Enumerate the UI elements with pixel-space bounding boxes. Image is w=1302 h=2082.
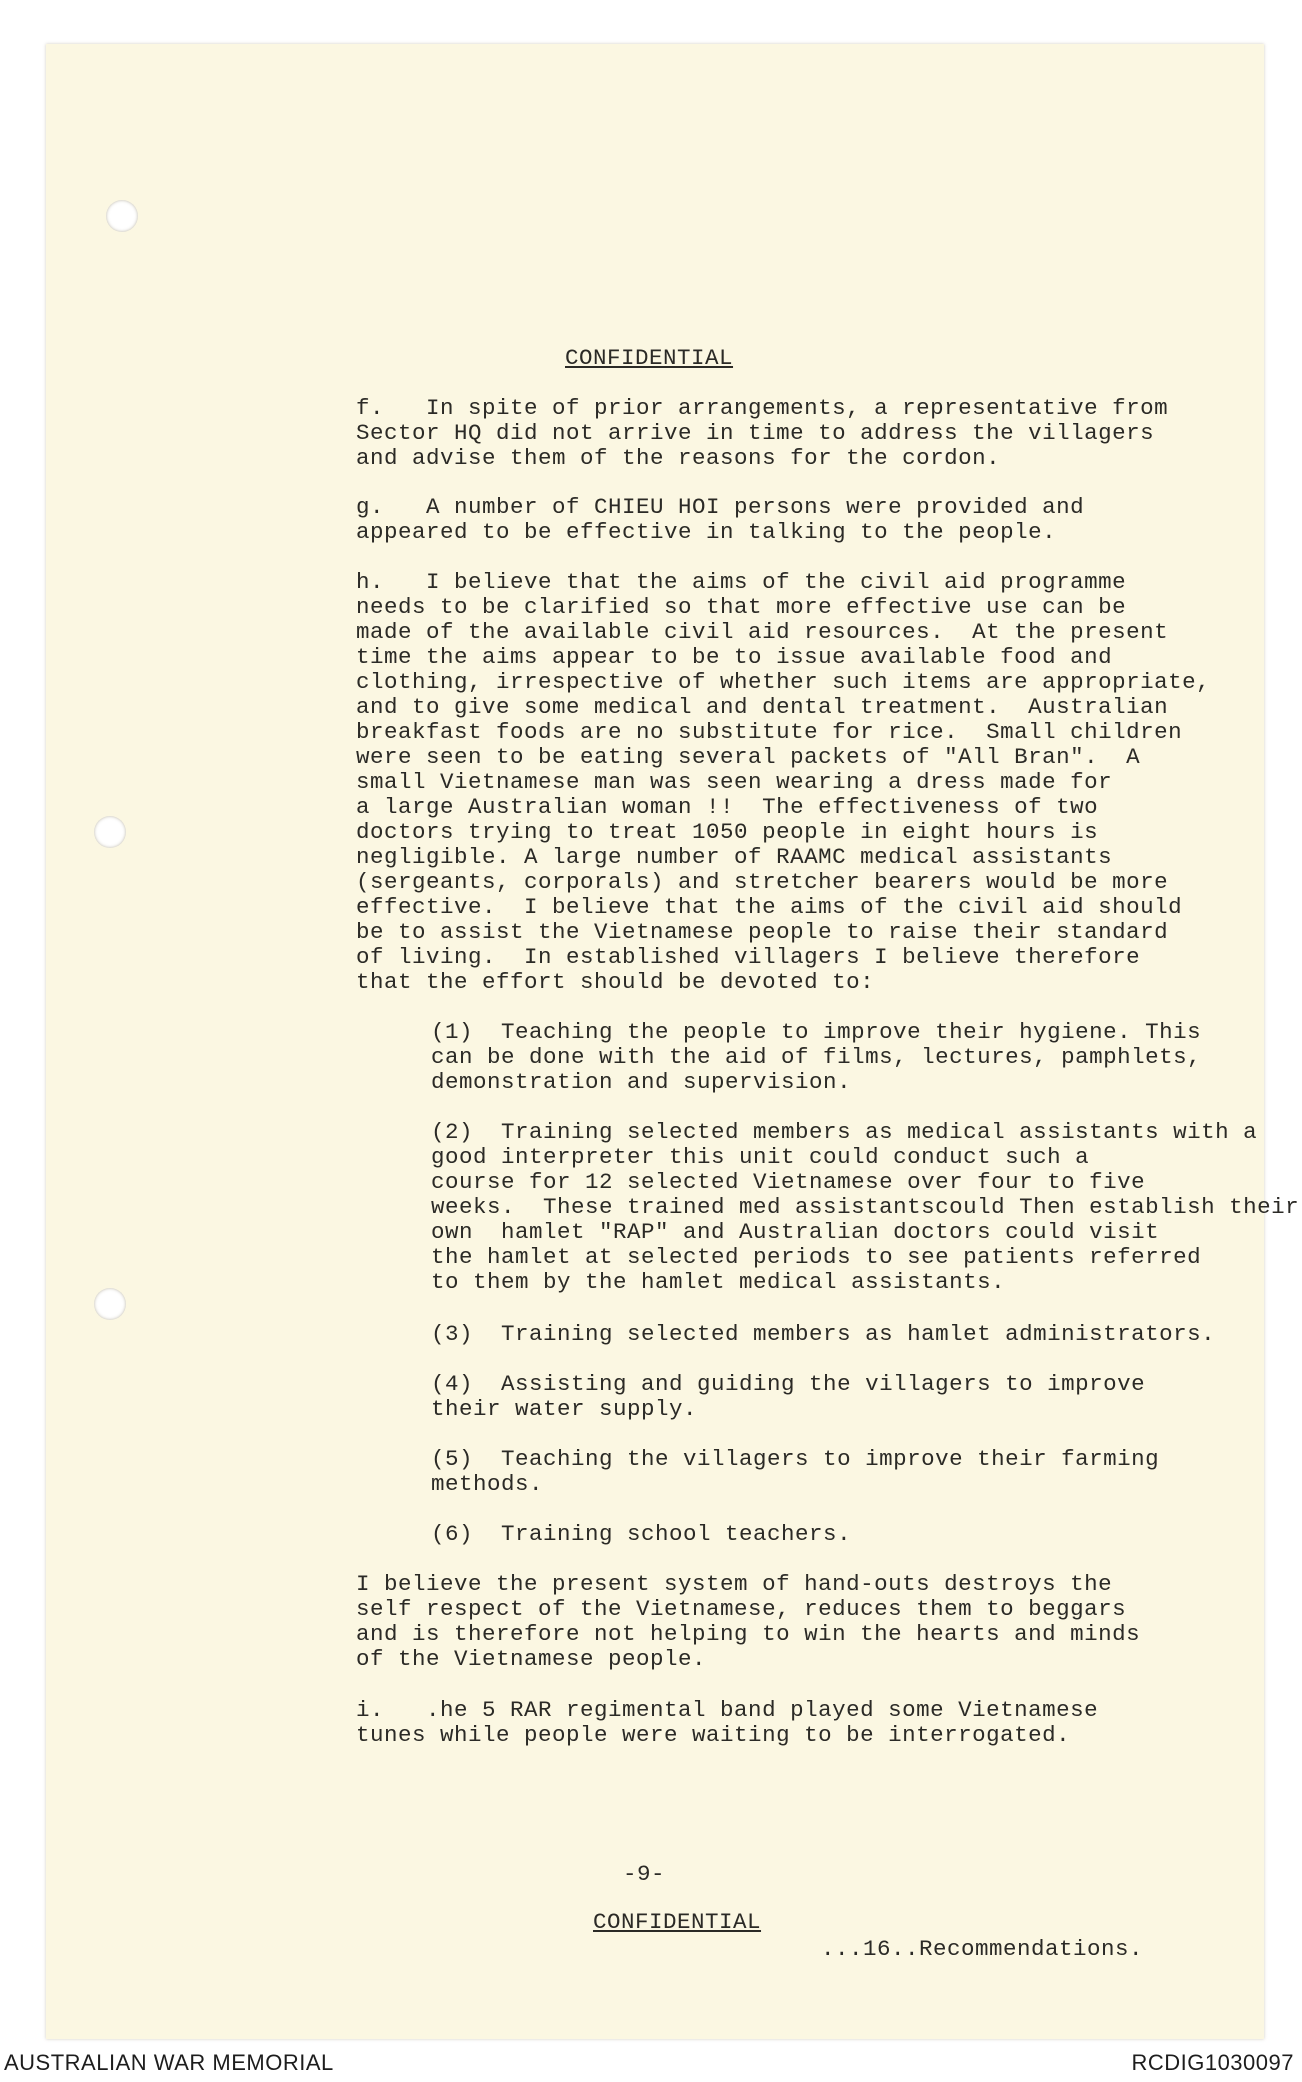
paragraph-g: g. A number of CHIEU HOI persons were provided and appeared to be effective in talking to the people.: [356, 494, 1085, 545]
paragraph-i: i. .he 5 RAR regimental band played some Vietnamese tunes while people were waiting to be interrogated.: [356, 1697, 1099, 1748]
archive-name: AUSTRALIAN WAR MEMORIAL: [4, 2050, 334, 2075]
list-item-4: (4) Assisting and guiding the villagers to improve their water supply.: [431, 1371, 1146, 1422]
classification-header: CONFIDENTIAL: [565, 345, 734, 371]
classification-footer: CONFIDENTIAL: [593, 1909, 762, 1935]
paragraph-h: h. I believe that the aims of the civil aid programme needs to be clarified so that more effective use can be made of the available civil aid resources. At the present time the aims appear to be to issue available food and clothing, irrespective of whether such items are appropriate, and to give some medical and dental treatment. Australian breakfast foods are no substitute for rice. Small children were seen to be eating several packets of "All Bran". A small Vietnamese man was seen wearing a dress made for a large Australian woman !! The effectiveness of two doctors trying to treat 1050 people in eight hours is negligible. A large number of RAAMC medical assistants (sergeants, corporals) and stretcher bearers would be more effective. I believe that the aims of the civil aid should be to assist the Vietnamese people to raise their standard of living. In established villagers I believe therefore that the effort should be devoted to:: [356, 569, 1211, 995]
list-item-2: (2) Training selected members as medical assistants with a good interpreter this unit could conduct such a course for 12 selected Vietnamese over four to five weeks. These trained med assistantscould Then establish their own hamlet "RAP" and Australian doctors could visit the hamlet at selected periods to see patients referred to them by the hamlet medical assistants.: [431, 1119, 1300, 1295]
punch-hole-middle: [94, 816, 126, 848]
list-item-5: (5) Teaching the villagers to improve their farming methods.: [431, 1446, 1160, 1497]
list-item-1: (1) Teaching the people to improve their hygiene. This can be done with the aid of films, lectures, pamphlets, demonstration and supervision.: [431, 1019, 1202, 1095]
punch-hole-bottom: [94, 1288, 126, 1320]
paragraph-handouts: I believe the present system of hand-outs destroys the self respect of the Vietnamese, reduces them to beggars and is therefore not helping to win the hearts and minds of the Vietnamese people.: [356, 1571, 1141, 1672]
archive-id: RCDIG1030097: [1131, 2050, 1294, 2075]
paragraph-f: f. In spite of prior arrangements, a representative from Sector HQ did not arrive in time to address the villagers and advise them of the reasons for the cordon.: [356, 395, 1169, 471]
punch-hole-top: [106, 200, 138, 232]
list-item-6: (6) Training school teachers.: [431, 1521, 852, 1547]
page-number: -9-: [623, 1861, 666, 1887]
continuation-note: ...16..Recommendations.: [821, 1936, 1144, 1962]
list-item-3: (3) Training selected members as hamlet administrators.: [431, 1321, 1216, 1347]
